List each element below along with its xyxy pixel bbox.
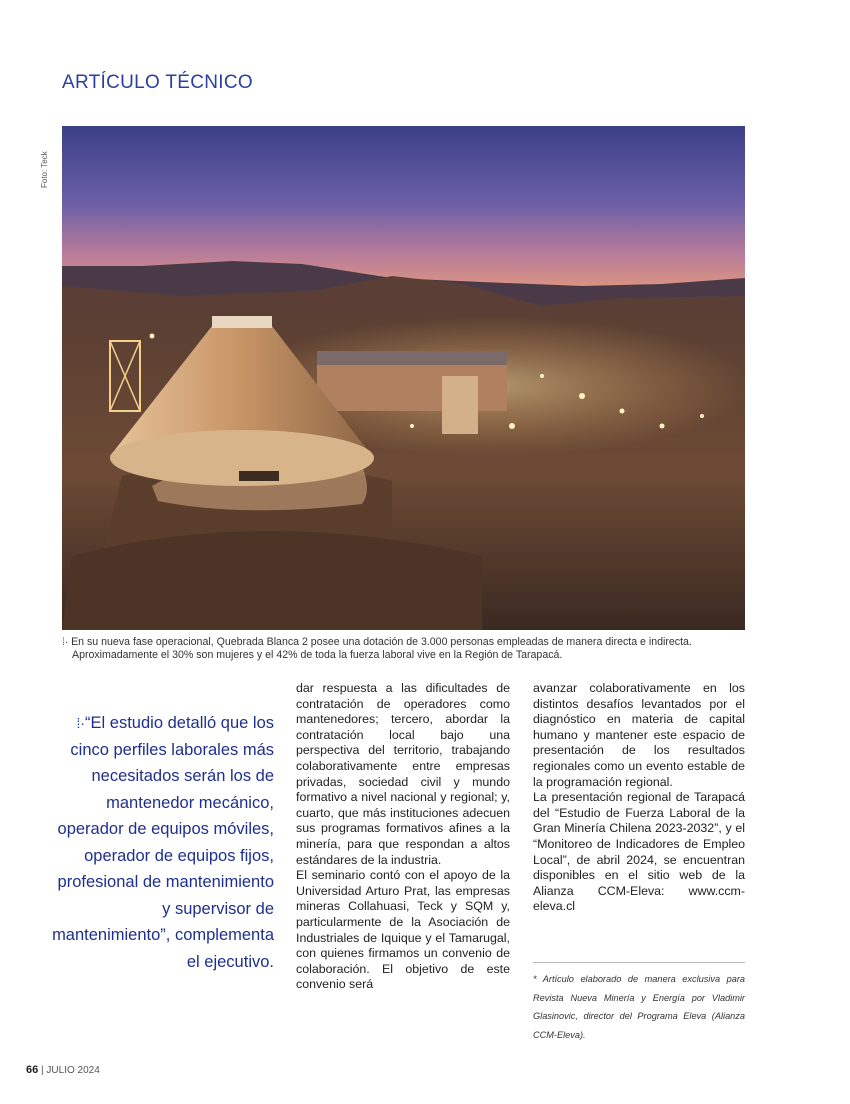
- note-divider: [533, 962, 745, 963]
- photo-credit: Foto: Teck: [40, 151, 49, 188]
- caption-line-2: Aproximadamente el 30% son mujeres y el 42% de toda la fuerza laboral vive en la Región de Tarapacá.: [72, 649, 563, 661]
- section-label: ARTÍCULO TÉCNICO: [62, 72, 253, 93]
- body-paragraph: La presentación regional de Tarapacá del “Estudio de Fuerza Laboral de la Gran Minería Chilena 2023-2032”, y el “Monitoreo de Indicadores de Empleo Local”, de abril 2024, se encuentran disponibles en el sitio web de la Alianza CCM-Eleva: www.ccm-eleva.cl: [533, 790, 745, 914]
- body-paragraph: dar respuesta a las dificultades de contratación de operadores como mantenedores; tercero, abordar la contratación local bajo una perspectiva del territorio, trabajando colaborativamente entre empresas privadas, sociedad civil y mundo formativo a nivel nacional y regional; y, cuarto, que más instituciones adecuen sus programas formativos afines a la minería, para que respondan a altos estándares de la industria.: [296, 681, 510, 867]
- page-number: 66: [26, 1064, 39, 1076]
- quote-dots-icon: ⁞·: [76, 715, 86, 731]
- bullet-dots-icon: ⁞·: [62, 637, 69, 648]
- body-column-3: [533, 681, 745, 915]
- author-note: * Artículo elaborado de manera exclusiva para Revista Nueva Minería y Energía por Vladimir Glasinovic, director del Programa Eleva (Alianza CCM-Eleva).: [533, 974, 745, 1040]
- issue-date: JULIO 2024: [46, 1065, 100, 1076]
- body-paragraph: avanzar colaborativamente en los distintos desafíos levantados por el diagnóstico en materia de capital humano y mantener este espacio de presentación de los resultados regionales como un evento estable de la programación regional.: [533, 681, 745, 789]
- pull-quote: [52, 710, 274, 975]
- caption-line-1: En su nueva fase operacional, Quebrada Blanca 2 posee una dotación de 3.000 personas empleadas de manera directa e indirecta.: [71, 636, 692, 648]
- body-paragraph: El seminario contó con el apoyo de la Universidad Arturo Prat, las empresas mineras Collahuasi, Teck y SQM y, particularmente de la Asociación de Industriales de Iquique y el Tamarugal, con quienes firmamos un convenio de colaboración. El objetivo de este convenio será: [296, 868, 510, 992]
- mine-photo: [62, 126, 745, 630]
- footer-separator: |: [41, 1065, 44, 1076]
- pull-quote-text: “El estudio detalló que los cinco perfiles laborales más necesitados serán los de mantenedor mecánico, operador de equipos móviles, operador de equipos fijos, profesional de mantenimiento y supervisor de mantenimiento”, complementa el ejecutivo.: [52, 714, 274, 971]
- body-column-2: [296, 681, 510, 993]
- photo-caption: [62, 636, 746, 662]
- page-footer: [26, 1064, 100, 1076]
